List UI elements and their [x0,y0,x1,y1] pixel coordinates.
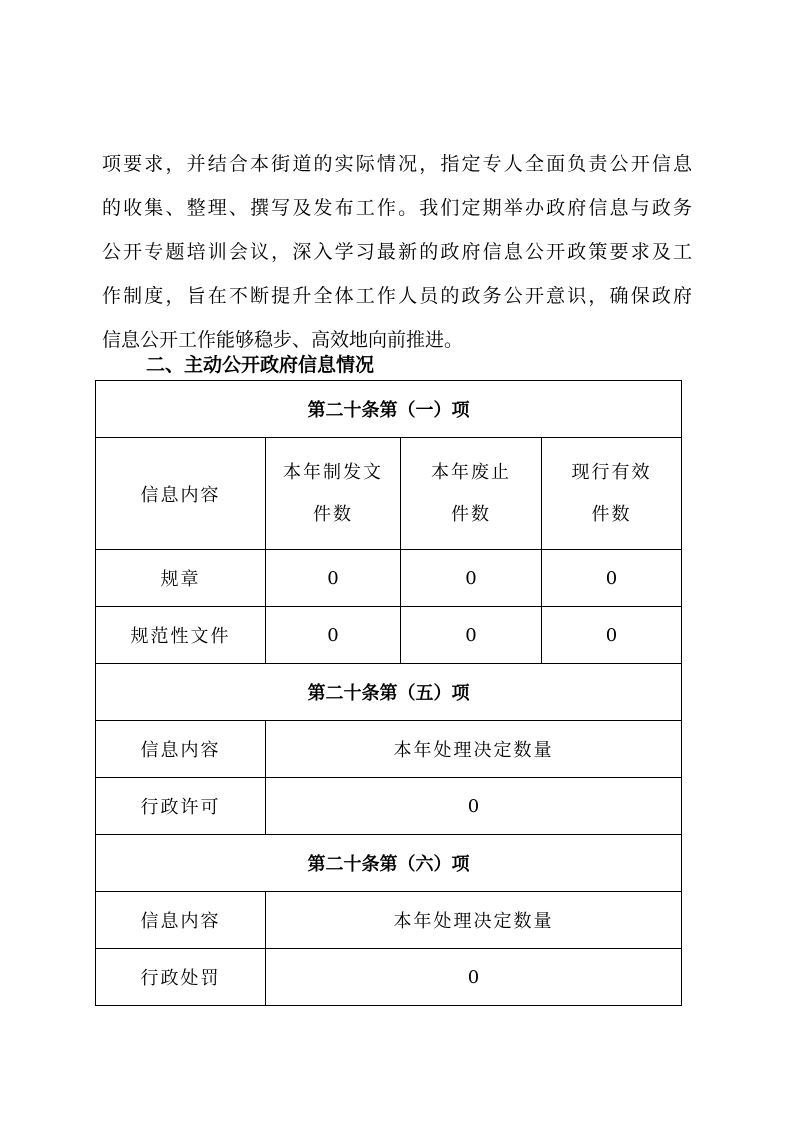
header-content: 信息内容 [96,892,266,949]
header-content: 信息内容 [96,438,266,550]
row-label: 行政许可 [96,778,266,835]
table-row [96,778,682,835]
header-valid-count [542,438,682,550]
section-title-item1: 第二十条第（一）项 [96,381,682,438]
header-repealed-line1: 本年废止 [431,461,511,483]
paragraph-line-5: 信息公开工作能够稳步、高效地向前推进。 [102,329,464,351]
paragraph-line-2: 的收集、整理、撰写及发布工作。我们定期举办政府信息与政务 [102,197,692,219]
row-issued-value: 0 [266,607,401,664]
row-label: 规章 [96,550,266,607]
header-repealed-count [401,438,542,550]
row-label: 规范性文件 [96,607,266,664]
paragraph-line-4: 作制度，旨在不断提升全体工作人员的政务公开意识，确保政府 [102,285,692,307]
header-valid-line2: 件数 [591,503,632,525]
row-label: 行政处罚 [96,949,266,1006]
header-content: 信息内容 [96,721,266,778]
row-valid-value: 0 [542,550,682,607]
row-decision-value: 0 [266,778,682,835]
header-repealed-line2: 件数 [451,503,491,525]
disclosure-table [95,380,682,1006]
section-title-item6: 第二十条第（六）项 [96,835,682,892]
table-header-row [96,438,682,550]
header-valid-line1: 现行有效 [571,461,652,483]
row-valid-value: 0 [542,607,682,664]
row-repealed-value: 0 [401,550,542,607]
row-issued-value: 0 [266,550,401,607]
table-header-row [96,892,682,949]
section-title-row [96,381,682,438]
section-title-row [96,664,682,721]
table-header-row [96,721,682,778]
paragraph-line-3: 公开专题培训会议，深入学习最新的政府信息公开政策要求及工 [102,241,692,263]
header-issued-count [266,438,401,550]
body-paragraph [102,142,692,362]
section-heading: 二、主动公开政府信息情况 [146,354,375,376]
section-title-item5: 第二十条第（五）项 [96,664,682,721]
row-decision-value: 0 [266,949,682,1006]
row-repealed-value: 0 [401,607,542,664]
header-decision-count: 本年处理决定数量 [266,892,682,949]
header-issued-line1: 本年制发文 [283,461,383,483]
table-row [96,550,682,607]
header-issued-line2: 件数 [313,503,353,525]
table-row [96,607,682,664]
table-row [96,949,682,1006]
paragraph-line-1: 项要求，并结合本街道的实际情况，指定专人全面负责公开信息 [102,153,692,175]
header-decision-count: 本年处理决定数量 [266,721,682,778]
section-title-row [96,835,682,892]
